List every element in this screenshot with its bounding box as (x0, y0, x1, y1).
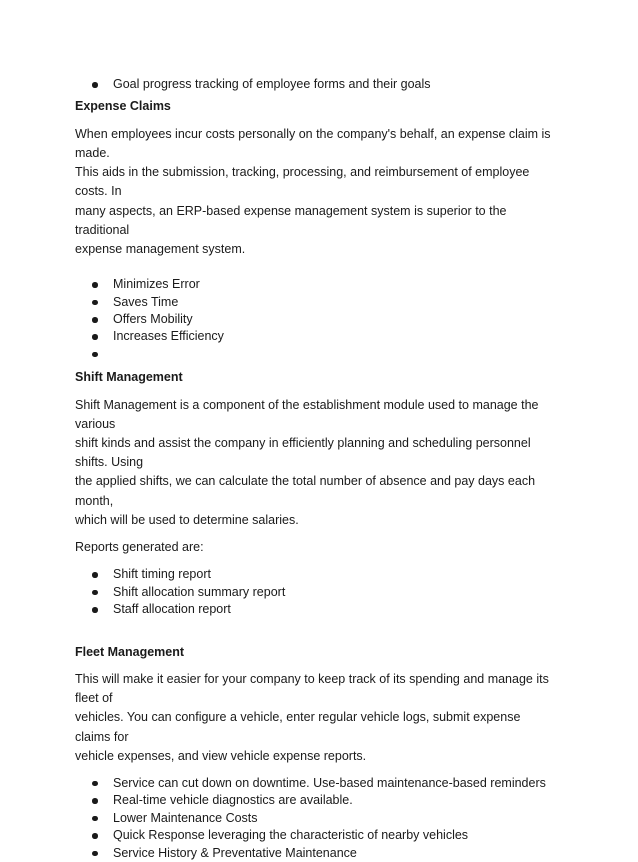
paragraph-line: shift kinds and assist the company in efficiently planning and scheduling personnel shifts. Using (75, 436, 531, 470)
list-item-text: Goal progress tracking of employee forms and their goals (113, 77, 431, 91)
reports-list (75, 566, 552, 618)
bullet-icon (92, 352, 98, 358)
list-item (75, 827, 552, 844)
bullet-icon (92, 300, 98, 306)
list-item (75, 328, 552, 345)
bullet-icon (92, 833, 98, 839)
list-item (75, 276, 552, 293)
bullet-icon (92, 798, 98, 804)
section-heading: Fleet Management (75, 644, 185, 659)
list-item-text: Service History & Preventative Maintenance (113, 845, 357, 860)
fleet-management-section (75, 644, 552, 862)
paragraph-line: This aids in the submission, tracking, processing, and reimbursement of employee costs. In (75, 165, 530, 199)
list-item-text: Staff allocation report (113, 602, 231, 617)
list-item (75, 810, 552, 827)
paragraph-line: vehicles. You can configure a vehicle, enter regular vehicle logs, submit expense claims for (75, 710, 521, 744)
list-item (75, 775, 552, 792)
section-paragraph (75, 396, 552, 530)
paragraph-line: This will make it easier for your company to keep track of its spending and manage its fleet of (75, 671, 549, 706)
list-item (75, 294, 552, 311)
bullet-icon (92, 82, 98, 88)
paragraph-line: vehicle expenses, and view vehicle expense reports. (75, 748, 367, 763)
list-item (75, 76, 552, 93)
bullet-icon (92, 851, 98, 857)
paragraph-line: the applied shifts, we can calculate the total number of absence and pay days each month, (75, 474, 536, 508)
list-item-text: Saves Time (113, 294, 179, 309)
list-item (75, 845, 552, 862)
paragraph-line: expense management system. (75, 242, 246, 257)
paragraph-line: which will be used to determine salaries. (75, 512, 299, 527)
list-item (75, 311, 552, 328)
list-item-text: Increases Efficiency (113, 329, 224, 344)
list-item (75, 566, 552, 583)
benefits-list (75, 276, 552, 363)
reports-intro: Reports generated are: (75, 540, 204, 555)
list-item-text: Offers Mobility (113, 312, 193, 327)
bullet-icon (92, 781, 98, 787)
list-item (75, 792, 552, 809)
bullet-icon (92, 816, 98, 822)
bullet-icon (92, 282, 98, 288)
list-item-text: Minimizes Error (113, 277, 200, 292)
paragraph-line: When employees incur costs personally on the company's behalf, an expense claim is made. (75, 126, 551, 161)
fleet-benefits-list (75, 775, 552, 862)
list-item-empty (75, 346, 552, 363)
bullet-icon (92, 334, 98, 340)
bullet-icon (92, 590, 98, 596)
expense-claims-section (75, 98, 552, 363)
list-item-text: Real-time vehicle diagnostics are available. (113, 793, 353, 808)
section-paragraph (75, 125, 552, 259)
bullet-icon (92, 317, 98, 323)
paragraph-line: many aspects, an ERP-based expense management system is superior to the traditional (75, 203, 507, 237)
bullet-icon (92, 607, 98, 613)
list-item-text: Shift allocation summary report (113, 584, 286, 599)
list-item (75, 601, 552, 618)
list-item (75, 584, 552, 601)
section-heading: Shift Management (75, 370, 183, 385)
paragraph-line: Shift Management is a component of the establishment module used to manage the various (75, 397, 539, 431)
section-paragraph (75, 670, 552, 766)
list-item-text: Quick Response leveraging the characteristic of nearby vehicles (113, 828, 469, 843)
shift-management-section (75, 369, 552, 618)
list-item-text: Service can cut down on downtime. Use-based maintenance-based reminders (113, 775, 546, 790)
goal-tracking-list (75, 76, 552, 93)
bullet-icon (92, 572, 98, 578)
list-item-text: Shift timing report (113, 567, 211, 582)
section-heading: Expense Claims (75, 99, 171, 114)
list-item-text: Lower Maintenance Costs (113, 810, 258, 825)
